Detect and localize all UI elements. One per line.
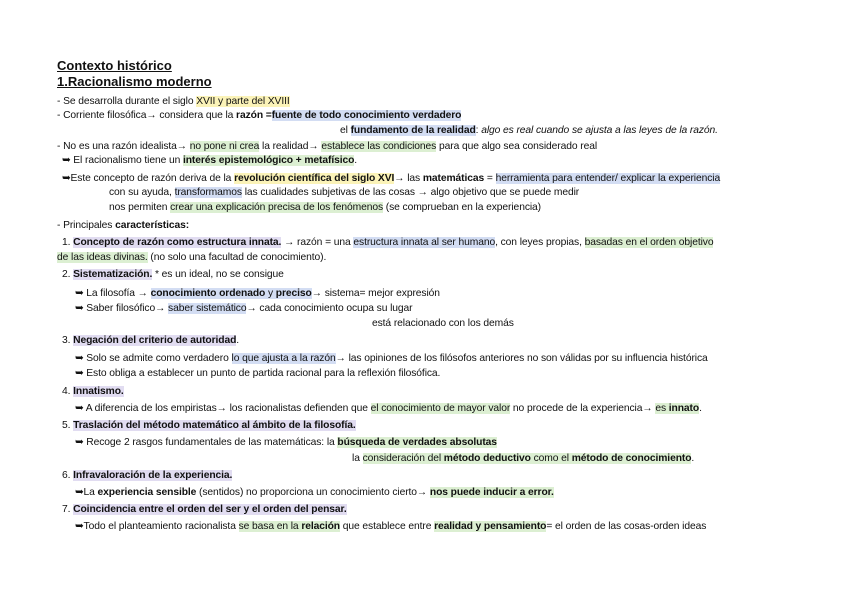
highlighted-text: fuente de todo conocimiento verdadero	[271, 110, 462, 121]
text-run: (no solo una facultad de conocimiento).	[147, 252, 327, 263]
text-run: :	[475, 125, 482, 136]
text-line	[109, 201, 541, 215]
highlighted-text: lo que ajusta a la razón	[231, 353, 336, 364]
highlighted-text: estructura innata al ser humano	[353, 237, 496, 248]
text-run: 2.	[62, 269, 74, 280]
list-item	[62, 385, 124, 399]
list-item	[62, 268, 284, 282]
text-run: 4.	[62, 386, 74, 397]
text-run: matemáticas	[422, 173, 485, 184]
highlighted-text: revolución científica del siglo XVI	[234, 173, 395, 184]
highlighted-text: crear una explicación precisa de los fenómenos	[170, 202, 383, 213]
highlighted-text: XVII y parte del XVIII	[196, 96, 290, 107]
text-run: no procede de la experiencia→	[510, 403, 656, 414]
text-line	[109, 186, 579, 200]
text-run: características:	[115, 220, 190, 231]
text-run: algo es real cuando se ajusta a las leyes de la razón.	[481, 125, 718, 136]
text-run: ➥ A diferencia de los empiristas→ los racionalistas defienden que	[75, 403, 371, 414]
text-run: → las opiniones de los filósofos anteriores no son válidas por su influencia histórica	[335, 353, 708, 364]
text-run: la	[352, 453, 363, 464]
text-run: =	[484, 173, 496, 184]
highlighted-text: Traslación del método matemático al ámbito de la filosofía.	[73, 420, 356, 431]
text-run: .	[236, 335, 240, 346]
list-item	[62, 469, 232, 483]
text-run: está relacionado con los demás	[372, 318, 514, 329]
text-run: , con leyes propias,	[495, 237, 585, 248]
highlighted-text: transformamos	[174, 187, 242, 198]
text-run: - Corriente filosófica→ considera que la	[57, 110, 237, 121]
text-run: ➥ El racionalismo tiene un	[62, 155, 183, 166]
text-line	[57, 95, 290, 109]
text-line	[372, 317, 514, 331]
text-run: .	[354, 155, 358, 166]
text-line	[75, 367, 440, 381]
text-line	[75, 436, 497, 450]
text-run: .	[691, 453, 695, 464]
text-line	[75, 402, 702, 416]
highlighted-text: se basa en la	[238, 521, 302, 532]
text-line	[62, 154, 357, 168]
text-line	[62, 172, 720, 186]
highlighted-text: Concepto de razón como estructura innata.	[73, 237, 282, 248]
text-run: = el orden de las cosas-orden ideas	[546, 521, 707, 532]
text-line	[352, 452, 694, 466]
text-run: - Se desarrolla durante el siglo	[57, 96, 197, 107]
text-run: 7.	[62, 504, 74, 515]
text-run: experiencia sensible	[97, 487, 197, 498]
text-run: la realidad→	[259, 141, 322, 152]
highlighted-text: basadas en el orden objetivo	[584, 237, 714, 248]
highlighted-text: búsqueda de verdades absolutas	[337, 437, 497, 448]
highlighted-text: herramienta para entender/ explicar la experiencia	[495, 173, 721, 184]
text-run: razón =	[236, 110, 272, 121]
highlighted-text: método de conocimiento	[571, 453, 692, 464]
text-run: - No es una razón idealista→	[57, 141, 190, 152]
list-item	[62, 503, 347, 517]
text-run: ➥La	[75, 487, 98, 498]
list-item	[62, 236, 713, 250]
highlighted-text: Infravaloración de la experiencia.	[73, 470, 233, 481]
text-run: ➥Todo el planteamiento racionalista	[75, 521, 239, 532]
highlighted-text: preciso	[275, 288, 312, 299]
text-run: ➥ La filosofía →	[75, 288, 151, 299]
text-line	[75, 520, 706, 534]
text-line	[57, 140, 597, 154]
text-run: (sentidos) no proporciona un conocimiento cierto→	[196, 487, 430, 498]
text-run: las cualidades subjetivas de las cosas → algo objetivo que se puede medir	[241, 187, 580, 198]
highlighted-text: Sistematización.	[73, 269, 153, 280]
highlighted-text: nos puede inducir a error.	[429, 487, 554, 498]
highlighted-text: consideración del	[362, 453, 444, 464]
highlighted-text: conocimiento ordenado	[150, 288, 266, 299]
text-line	[75, 352, 708, 366]
text-run: con su ayuda,	[109, 187, 175, 198]
highlighted-text: Innatismo.	[73, 386, 124, 397]
text-run: - Principales	[57, 220, 116, 231]
text-line	[340, 124, 718, 138]
text-run: 6.	[62, 470, 74, 481]
text-run: 1.	[62, 237, 74, 248]
highlighted-text: relación	[301, 521, 341, 532]
highlighted-text: el conocimiento de mayor valor	[370, 403, 511, 414]
list-item	[62, 334, 239, 348]
text-line	[75, 486, 554, 500]
highlighted-text: de las ideas divinas.	[57, 252, 148, 263]
text-run: (se comprueban en la experiencia)	[383, 202, 542, 213]
highlighted-text: establece las condiciones	[321, 141, 437, 152]
highlighted-text: es	[655, 403, 669, 414]
text-run: 3.	[62, 335, 74, 346]
text-line	[75, 287, 440, 301]
highlighted-text: saber sistemático	[168, 303, 247, 314]
text-run: 5.	[62, 420, 74, 431]
highlighted-text: no pone ni crea	[189, 141, 260, 152]
text-run: el	[340, 125, 351, 136]
text-run: → sistema= mejor expresión	[311, 288, 440, 299]
text-run: * es un ideal, no se consigue	[152, 269, 284, 280]
highlighted-text: y	[265, 288, 276, 299]
text-run: → las	[394, 173, 423, 184]
text-line	[57, 109, 461, 123]
highlighted-text: Coincidencia entre el orden del ser y el orden del pensar.	[73, 504, 347, 515]
text-run: nos permiten	[109, 202, 171, 213]
page-title: Contexto histórico	[57, 58, 172, 73]
highlighted-text: interés epistemológico + metafísico	[182, 155, 355, 166]
highlighted-text: método deductivo	[443, 453, 531, 464]
highlighted-text: Negación del criterio de autoridad	[73, 335, 237, 346]
highlighted-text: innato	[668, 403, 700, 414]
text-line	[57, 219, 189, 233]
section-heading: 1.Racionalismo moderno	[57, 74, 212, 89]
text-run: que establece entre	[340, 521, 435, 532]
text-run: ➥ Saber filosófico→	[75, 303, 169, 314]
highlighted-text: como el	[530, 453, 572, 464]
text-run: ➥ Recoge 2 rasgos fundamentales de las matemáticas: la	[75, 437, 338, 448]
text-line	[57, 251, 326, 265]
text-run: para que algo sea considerado real	[436, 141, 598, 152]
text-run: ➥ Solo se admite como verdadero	[75, 353, 232, 364]
highlighted-text: fundamento de la realidad	[350, 125, 476, 136]
text-run: → cada conocimiento ocupa su lugar	[246, 303, 413, 314]
text-run: → razón = una	[281, 237, 354, 248]
text-line	[75, 302, 413, 316]
text-run: ➥Este concepto de razón deriva de la	[62, 173, 235, 184]
highlighted-text: realidad y pensamiento	[434, 521, 547, 532]
text-run: .	[699, 403, 702, 414]
text-run: ➥ Esto obliga a establecer un punto de partida racional para la reflexión filosófica.	[75, 368, 441, 379]
list-item	[62, 419, 356, 433]
